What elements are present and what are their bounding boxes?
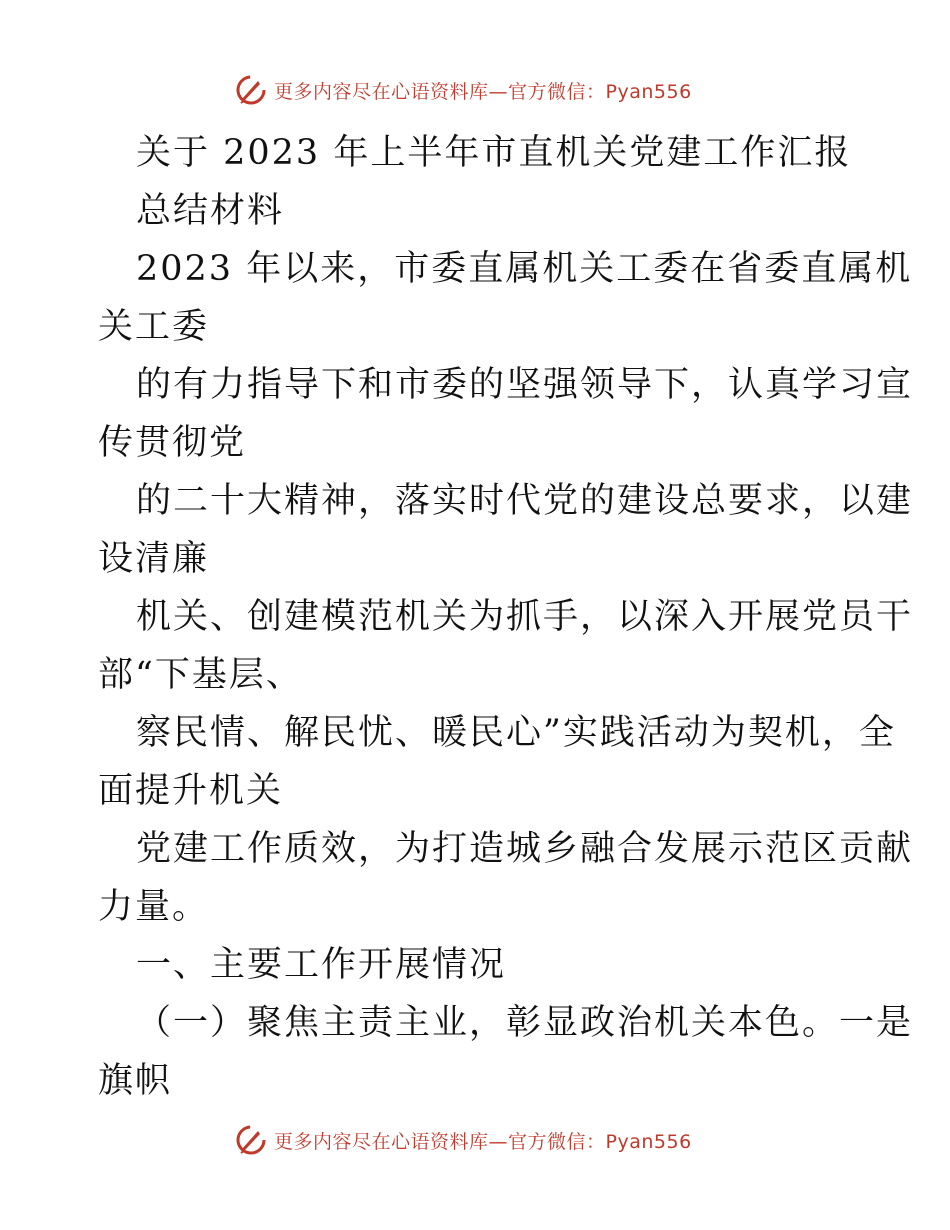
doc-line: 察民情、解民忧、暖民心”实践活动为契机，全 [136,713,896,753]
section-heading: 一、主要工作开展情况 [136,945,507,985]
doc-line: 设清廉 [98,539,210,579]
doc-line: 2023 年以来，市委直属机关工委在省委直属机 [136,249,913,289]
quill-swirl-logo-icon [234,1123,268,1157]
document-body [98,124,914,1110]
footer-watermark [234,1120,692,1160]
doc-line: 总结材料 [136,191,285,231]
doc-line: 的有力指导下和市委的坚强领导下，认真学习宣 [136,365,914,405]
doc-line: 传贯彻党 [98,423,247,463]
doc-line: 面提升机关 [98,771,284,811]
doc-line: 的二十大精神，落实时代党的建设总要求，以建 [136,481,914,521]
quill-swirl-logo-icon [234,73,268,107]
doc-line: 党建工作质效，为打造城乡融合发展示范区贡献 [136,829,914,869]
doc-line: 力量。 [98,887,210,927]
doc-line: 关于 2023 年上半年市直机关党建工作汇报 [136,133,852,173]
subsection-heading: （一）聚焦主责主业，彰显政治机关本色。一是 [136,1003,914,1043]
header-watermark [234,70,692,110]
watermark-text: 更多内容尽在心语资料库—官方微信：Pyan556 [274,1130,692,1153]
doc-line: 机关、创建模范机关为抓手，以深入开展党员干 [136,597,914,637]
doc-line: 关工委 [98,307,210,347]
doc-line: 部“下基层、 [98,655,303,695]
watermark-text: 更多内容尽在心语资料库—官方微信：Pyan556 [274,80,692,103]
doc-line: 旗帜 [98,1061,173,1101]
